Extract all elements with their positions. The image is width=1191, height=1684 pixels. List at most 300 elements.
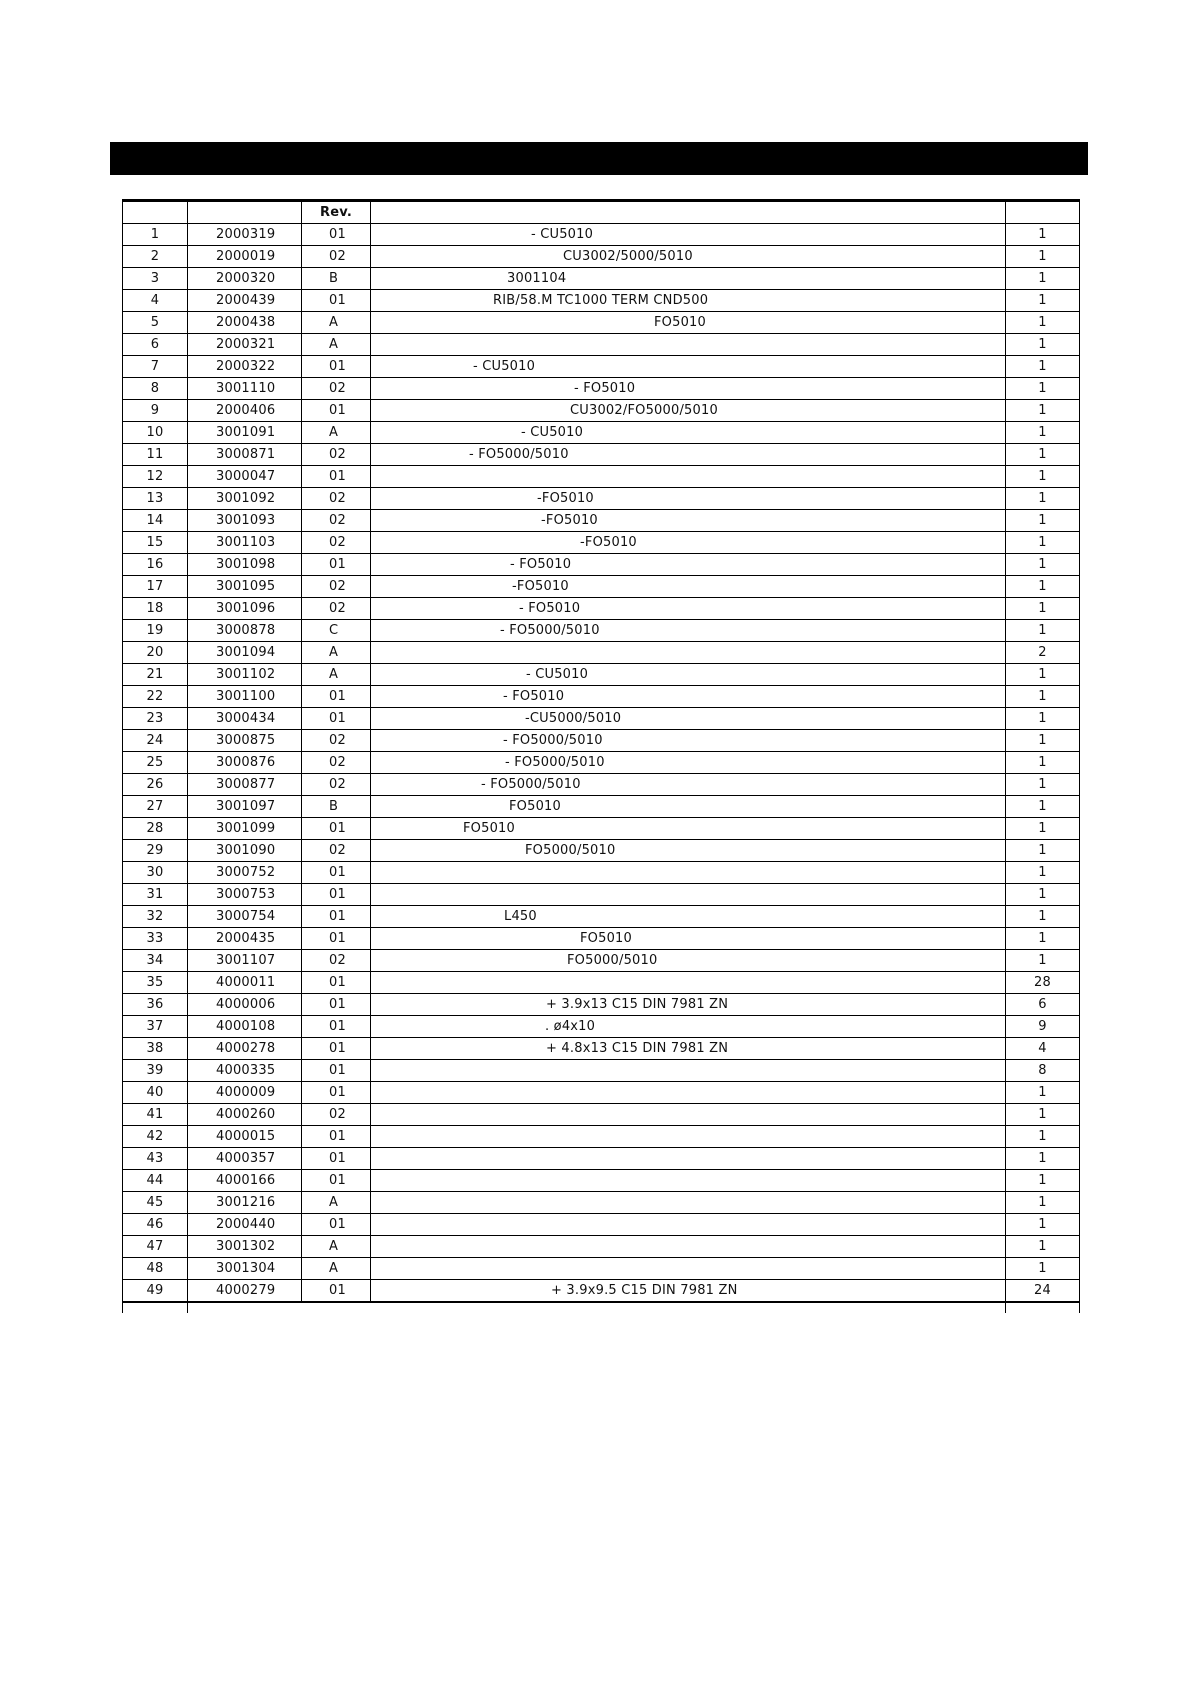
- revision: A: [302, 334, 371, 356]
- description: [371, 642, 1006, 664]
- quantity: 1: [1006, 466, 1080, 488]
- revision: 02: [302, 752, 371, 774]
- revision: 02: [302, 444, 371, 466]
- quantity: 1: [1006, 598, 1080, 620]
- description: - FO5010: [371, 378, 1006, 400]
- table-row: [123, 664, 1080, 686]
- part-code: 3001098: [188, 554, 302, 576]
- section-header-bar: [110, 142, 1088, 175]
- revision: 02: [302, 950, 371, 972]
- part-code: 2000322: [188, 356, 302, 378]
- quantity: 1: [1006, 708, 1080, 730]
- quantity: 1: [1006, 1082, 1080, 1104]
- part-code: 4000009: [188, 1082, 302, 1104]
- table-row: [123, 356, 1080, 378]
- description: FO5010: [371, 818, 1006, 840]
- item-number: 6: [123, 334, 188, 356]
- quantity: 1: [1006, 444, 1080, 466]
- quantity: 1: [1006, 246, 1080, 268]
- revision: 02: [302, 532, 371, 554]
- table-row: [123, 708, 1080, 730]
- quantity: 1: [1006, 906, 1080, 928]
- quantity: 1: [1006, 576, 1080, 598]
- item-number: 18: [123, 598, 188, 620]
- description: -FO5010: [371, 576, 1006, 598]
- description: [371, 862, 1006, 884]
- part-code: 4000278: [188, 1038, 302, 1060]
- table-row: [123, 510, 1080, 532]
- header-item-number: [123, 201, 188, 224]
- description: [371, 1104, 1006, 1126]
- part-code: 3001099: [188, 818, 302, 840]
- part-code: 3000754: [188, 906, 302, 928]
- item-number: 38: [123, 1038, 188, 1060]
- part-code: 4000108: [188, 1016, 302, 1038]
- revision: A: [302, 642, 371, 664]
- quantity: 6: [1006, 994, 1080, 1016]
- table-row: [123, 972, 1080, 994]
- description: -FO5010: [371, 488, 1006, 510]
- item-number: 28: [123, 818, 188, 840]
- item-number: 42: [123, 1126, 188, 1148]
- revision: 01: [302, 466, 371, 488]
- table-row: [123, 906, 1080, 928]
- description: - FO5010: [371, 598, 1006, 620]
- table-row: [123, 268, 1080, 290]
- item-number: 8: [123, 378, 188, 400]
- revision: 01: [302, 290, 371, 312]
- quantity: 1: [1006, 1236, 1080, 1258]
- quantity: 1: [1006, 1192, 1080, 1214]
- revision: 01: [302, 1126, 371, 1148]
- revision: 01: [302, 1038, 371, 1060]
- table-row: [123, 840, 1080, 862]
- table-row: [123, 554, 1080, 576]
- item-number: 29: [123, 840, 188, 862]
- table-row: [123, 1236, 1080, 1258]
- quantity: 1: [1006, 400, 1080, 422]
- description: -FO5010: [371, 510, 1006, 532]
- item-number: 10: [123, 422, 188, 444]
- item-number: 37: [123, 1016, 188, 1038]
- item-number: 39: [123, 1060, 188, 1082]
- part-code: 3000752: [188, 862, 302, 884]
- description: [371, 1148, 1006, 1170]
- table-row: [123, 752, 1080, 774]
- description: FO5000/5010: [371, 840, 1006, 862]
- table-row: [123, 246, 1080, 268]
- quantity: 1: [1006, 796, 1080, 818]
- part-code: 4000015: [188, 1126, 302, 1148]
- quantity: 1: [1006, 862, 1080, 884]
- quantity: 1: [1006, 840, 1080, 862]
- table-row: [123, 400, 1080, 422]
- table-row: [123, 576, 1080, 598]
- item-number: 46: [123, 1214, 188, 1236]
- item-number: 20: [123, 642, 188, 664]
- part-code: 2000019: [188, 246, 302, 268]
- description: [371, 1060, 1006, 1082]
- part-code: 2000319: [188, 224, 302, 246]
- item-number: 27: [123, 796, 188, 818]
- header-code: [188, 201, 302, 224]
- quantity: 1: [1006, 664, 1080, 686]
- table-row: [123, 642, 1080, 664]
- revision: 02: [302, 1104, 371, 1126]
- description: + 3.9x13 C15 DIN 7981 ZN: [371, 994, 1006, 1016]
- revision: 01: [302, 884, 371, 906]
- revision: A: [302, 1236, 371, 1258]
- item-number: 36: [123, 994, 188, 1016]
- description: [371, 1192, 1006, 1214]
- table-footer-row: [123, 1302, 1080, 1313]
- table-row: [123, 1016, 1080, 1038]
- quantity: 9: [1006, 1016, 1080, 1038]
- table-row: [123, 620, 1080, 642]
- table-row: [123, 686, 1080, 708]
- quantity: 2: [1006, 642, 1080, 664]
- table-row: [123, 774, 1080, 796]
- item-number: 47: [123, 1236, 188, 1258]
- revision: 01: [302, 818, 371, 840]
- revision: A: [302, 1192, 371, 1214]
- part-code: 3000047: [188, 466, 302, 488]
- quantity: 1: [1006, 774, 1080, 796]
- revision: 02: [302, 246, 371, 268]
- table-row: [123, 730, 1080, 752]
- item-number: 4: [123, 290, 188, 312]
- table-row: [123, 1104, 1080, 1126]
- table-row: [123, 290, 1080, 312]
- item-number: 33: [123, 928, 188, 950]
- table-row: [123, 334, 1080, 356]
- revision: 01: [302, 1016, 371, 1038]
- item-number: 14: [123, 510, 188, 532]
- part-code: 2000321: [188, 334, 302, 356]
- item-number: 26: [123, 774, 188, 796]
- table-row: [123, 378, 1080, 400]
- table-row: [123, 950, 1080, 972]
- description: FO5010: [371, 312, 1006, 334]
- quantity: 1: [1006, 884, 1080, 906]
- table-row: [123, 1060, 1080, 1082]
- description: [371, 1126, 1006, 1148]
- table-row: [123, 818, 1080, 840]
- revision: 02: [302, 488, 371, 510]
- revision: 01: [302, 1170, 371, 1192]
- revision: 02: [302, 840, 371, 862]
- revision: 01: [302, 1060, 371, 1082]
- revision: 01: [302, 1280, 371, 1303]
- item-number: 41: [123, 1104, 188, 1126]
- description: CU3002/5000/5010: [371, 246, 1006, 268]
- item-number: 32: [123, 906, 188, 928]
- quantity: 1: [1006, 1126, 1080, 1148]
- description: -FO5010: [371, 532, 1006, 554]
- revision: B: [302, 796, 371, 818]
- quantity: 1: [1006, 532, 1080, 554]
- item-number: 30: [123, 862, 188, 884]
- item-number: 49: [123, 1280, 188, 1303]
- description: FO5010: [371, 928, 1006, 950]
- revision: 02: [302, 730, 371, 752]
- description: [371, 884, 1006, 906]
- item-number: 23: [123, 708, 188, 730]
- description: - FO5000/5010: [371, 444, 1006, 466]
- item-number: 43: [123, 1148, 188, 1170]
- table-row: [123, 1148, 1080, 1170]
- part-code: 3001216: [188, 1192, 302, 1214]
- part-code: 3001090: [188, 840, 302, 862]
- part-code: 3001107: [188, 950, 302, 972]
- revision: 01: [302, 928, 371, 950]
- item-number: 19: [123, 620, 188, 642]
- part-code: 3001096: [188, 598, 302, 620]
- table-row: [123, 1082, 1080, 1104]
- revision: 01: [302, 554, 371, 576]
- description: RIB/58.M TC1000 TERM CND500: [371, 290, 1006, 312]
- table-row: [123, 796, 1080, 818]
- quantity: 1: [1006, 356, 1080, 378]
- part-code: 2000440: [188, 1214, 302, 1236]
- description: - CU5010: [371, 664, 1006, 686]
- part-code: 4000006: [188, 994, 302, 1016]
- description: [371, 334, 1006, 356]
- revision: 01: [302, 224, 371, 246]
- quantity: 1: [1006, 1258, 1080, 1280]
- table-row: [123, 466, 1080, 488]
- description: [371, 1214, 1006, 1236]
- table-row: [123, 994, 1080, 1016]
- quantity: 1: [1006, 510, 1080, 532]
- quantity: 1: [1006, 554, 1080, 576]
- description: - CU5010: [371, 224, 1006, 246]
- part-code: 2000438: [188, 312, 302, 334]
- revision: 02: [302, 576, 371, 598]
- revision: A: [302, 312, 371, 334]
- part-code: 4000357: [188, 1148, 302, 1170]
- quantity: 8: [1006, 1060, 1080, 1082]
- description: - FO5000/5010: [371, 730, 1006, 752]
- quantity: 24: [1006, 1280, 1080, 1303]
- revision: 02: [302, 598, 371, 620]
- revision: 01: [302, 1148, 371, 1170]
- table-row: [123, 928, 1080, 950]
- quantity: 1: [1006, 950, 1080, 972]
- revision: 01: [302, 994, 371, 1016]
- item-number: 9: [123, 400, 188, 422]
- table-row: [123, 532, 1080, 554]
- item-number: 13: [123, 488, 188, 510]
- revision: 02: [302, 774, 371, 796]
- revision: 01: [302, 1082, 371, 1104]
- part-code: 3000875: [188, 730, 302, 752]
- quantity: 1: [1006, 268, 1080, 290]
- table-row: [123, 1280, 1080, 1303]
- part-code: 2000320: [188, 268, 302, 290]
- revision: 01: [302, 400, 371, 422]
- revision: B: [302, 268, 371, 290]
- table-row: [123, 884, 1080, 906]
- quantity: 1: [1006, 1214, 1080, 1236]
- item-number: 34: [123, 950, 188, 972]
- table-row: [123, 312, 1080, 334]
- description: [371, 1258, 1006, 1280]
- description: FO5010: [371, 796, 1006, 818]
- table-row: [123, 862, 1080, 884]
- description: + 3.9x9.5 C15 DIN 7981 ZN: [371, 1280, 1006, 1303]
- part-code: 3000434: [188, 708, 302, 730]
- part-code: 3000877: [188, 774, 302, 796]
- table-row: [123, 444, 1080, 466]
- description: + 4.8x13 C15 DIN 7981 ZN: [371, 1038, 1006, 1060]
- part-code: 3001091: [188, 422, 302, 444]
- table-row: [123, 1192, 1080, 1214]
- item-number: 2: [123, 246, 188, 268]
- header-quantity: [1006, 201, 1080, 224]
- table-row: [123, 1214, 1080, 1236]
- quantity: 1: [1006, 928, 1080, 950]
- revision: 01: [302, 1214, 371, 1236]
- table-row: [123, 1170, 1080, 1192]
- part-code: 3000871: [188, 444, 302, 466]
- part-code: 4000279: [188, 1280, 302, 1303]
- revision: A: [302, 1258, 371, 1280]
- quantity: 4: [1006, 1038, 1080, 1060]
- item-number: 5: [123, 312, 188, 334]
- item-number: 15: [123, 532, 188, 554]
- part-code: 3001103: [188, 532, 302, 554]
- part-code: 2000406: [188, 400, 302, 422]
- part-code: 3000876: [188, 752, 302, 774]
- table-row: [123, 488, 1080, 510]
- table-row: [123, 224, 1080, 246]
- item-number: 35: [123, 972, 188, 994]
- table-row: [123, 598, 1080, 620]
- part-code: 3001094: [188, 642, 302, 664]
- quantity: 1: [1006, 312, 1080, 334]
- revision: 01: [302, 686, 371, 708]
- description: [371, 466, 1006, 488]
- item-number: 16: [123, 554, 188, 576]
- item-number: 17: [123, 576, 188, 598]
- header-rev: Rev.: [302, 201, 371, 224]
- table-row: [123, 422, 1080, 444]
- part-code: 3001095: [188, 576, 302, 598]
- part-code: 3001097: [188, 796, 302, 818]
- description: - CU5010: [371, 356, 1006, 378]
- parts-list-table: [122, 199, 1080, 1313]
- header-description: [371, 201, 1006, 224]
- revision: A: [302, 422, 371, 444]
- description: L450: [371, 906, 1006, 928]
- part-code: 3001302: [188, 1236, 302, 1258]
- item-number: 25: [123, 752, 188, 774]
- description: [371, 1082, 1006, 1104]
- revision: 01: [302, 708, 371, 730]
- description: [371, 1236, 1006, 1258]
- revision: 01: [302, 906, 371, 928]
- item-number: 22: [123, 686, 188, 708]
- description: . ø4x10: [371, 1016, 1006, 1038]
- part-code: 3001100: [188, 686, 302, 708]
- part-code: 3001102: [188, 664, 302, 686]
- item-number: 40: [123, 1082, 188, 1104]
- part-code: 3000878: [188, 620, 302, 642]
- quantity: 1: [1006, 620, 1080, 642]
- revision: 01: [302, 862, 371, 884]
- item-number: 45: [123, 1192, 188, 1214]
- description: 3001104: [371, 268, 1006, 290]
- quantity: 1: [1006, 1104, 1080, 1126]
- table-row: [123, 1126, 1080, 1148]
- item-number: 31: [123, 884, 188, 906]
- quantity: 1: [1006, 334, 1080, 356]
- table-row: [123, 1258, 1080, 1280]
- description: - FO5000/5010: [371, 774, 1006, 796]
- description: - FO5000/5010: [371, 620, 1006, 642]
- revision: 01: [302, 972, 371, 994]
- revision: 02: [302, 378, 371, 400]
- part-code: 2000439: [188, 290, 302, 312]
- part-code: 3001110: [188, 378, 302, 400]
- item-number: 21: [123, 664, 188, 686]
- description: [371, 972, 1006, 994]
- quantity: 1: [1006, 818, 1080, 840]
- quantity: 1: [1006, 422, 1080, 444]
- item-number: 3: [123, 268, 188, 290]
- quantity: 1: [1006, 752, 1080, 774]
- item-number: 1: [123, 224, 188, 246]
- part-code: 3001092: [188, 488, 302, 510]
- quantity: 1: [1006, 1170, 1080, 1192]
- revision: C: [302, 620, 371, 642]
- quantity: 1: [1006, 730, 1080, 752]
- description: CU3002/FO5000/5010: [371, 400, 1006, 422]
- revision: 01: [302, 356, 371, 378]
- quantity: 1: [1006, 378, 1080, 400]
- item-number: 48: [123, 1258, 188, 1280]
- part-code: 4000335: [188, 1060, 302, 1082]
- quantity: 1: [1006, 224, 1080, 246]
- part-code: 3001093: [188, 510, 302, 532]
- quantity: 1: [1006, 290, 1080, 312]
- part-code: 4000011: [188, 972, 302, 994]
- revision: 02: [302, 510, 371, 532]
- quantity: 1: [1006, 488, 1080, 510]
- part-code: 3000753: [188, 884, 302, 906]
- quantity: 28: [1006, 972, 1080, 994]
- description: - FO5010: [371, 686, 1006, 708]
- item-number: 44: [123, 1170, 188, 1192]
- description: FO5000/5010: [371, 950, 1006, 972]
- description: - CU5010: [371, 422, 1006, 444]
- table-header-row: [123, 201, 1080, 224]
- item-number: 7: [123, 356, 188, 378]
- quantity: 1: [1006, 1148, 1080, 1170]
- part-code: 4000166: [188, 1170, 302, 1192]
- item-number: 24: [123, 730, 188, 752]
- table-row: [123, 1038, 1080, 1060]
- item-number: 12: [123, 466, 188, 488]
- description: [371, 1170, 1006, 1192]
- part-code: 2000435: [188, 928, 302, 950]
- description: -CU5000/5010: [371, 708, 1006, 730]
- quantity: 1: [1006, 686, 1080, 708]
- revision: A: [302, 664, 371, 686]
- description: - FO5000/5010: [371, 752, 1006, 774]
- part-code: 3001304: [188, 1258, 302, 1280]
